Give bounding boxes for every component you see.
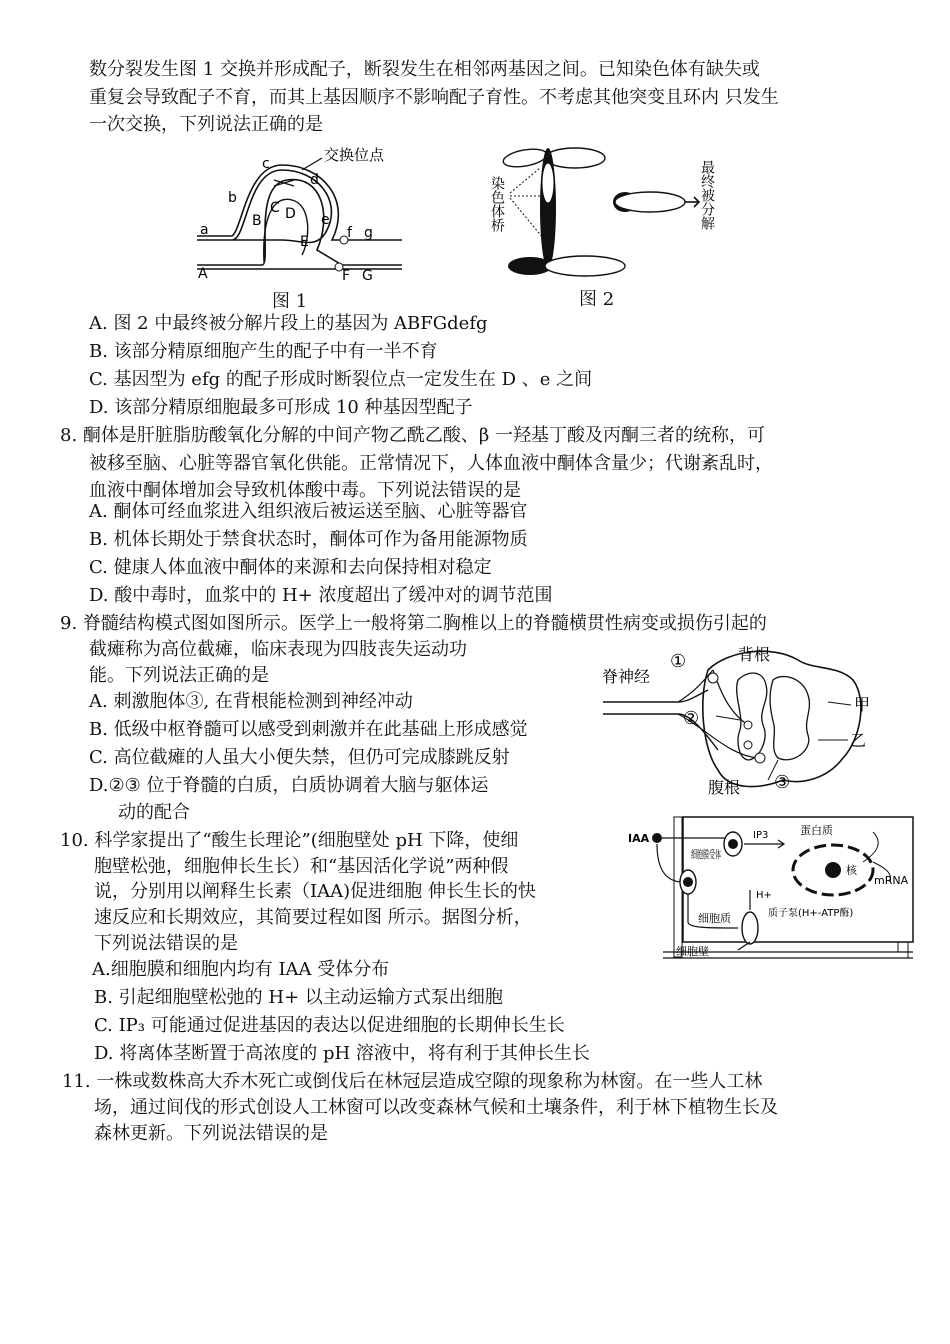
gene-label: a [200, 222, 209, 238]
q8-option-b: B. 机体长期处于禁食状态时，酮体可作为备用能源物质 [89, 529, 528, 550]
gene-label: e [321, 212, 330, 228]
h-plus-label: H+ [756, 890, 772, 901]
gene-label: b [228, 190, 237, 206]
q9-stem: 能。下列说法正确的是 [89, 665, 269, 686]
region-yi-label: 乙 [850, 731, 867, 750]
q10-stem: 说，分别用以阐释生长素（IAA)促进细胞 伸长生长的快 [94, 881, 536, 902]
q7-option-c: C. 基因型为 efg 的配子形成时断裂位点一定发生在 D 、e 之间 [89, 369, 593, 390]
q11-stem: 森林更新。下列说法错误的是 [94, 1123, 328, 1144]
q9-option-d: D.②③ 位于脊髓的白质，白质协调着大脑与躯体运 [89, 775, 489, 796]
region-jia-label: 甲 [854, 695, 871, 714]
q10-option-d: D. 将离体茎断置于高浓度的 pH 溶液中，将有利于其伸长生长 [94, 1043, 590, 1064]
q9-stem: 9. 脊髓结构模式图如图所示。医学上一般将第二胸椎以上的脊髓横贯性病变或损伤引起的 [60, 613, 767, 634]
q9-option-d-cont: 动的配合 [118, 802, 190, 823]
q10-stem: 10. 科学家提出了“酸生长理论”(细胞壁处 pH 下降，使细 [60, 830, 519, 851]
bridge-label: 染色体桥 [489, 176, 505, 232]
spinal-cord-diagram [598, 640, 883, 800]
nucleus-label: 核 [846, 864, 857, 877]
dorsal-root-label: 背根 [738, 645, 771, 664]
q10-stem: 下列说法错误的是 [94, 933, 238, 954]
gene-label: B [252, 213, 262, 229]
figure-2-caption: 图 2 [579, 289, 615, 310]
final-degraded-label: 最终被分解 [699, 160, 715, 230]
q8-option-c: C. 健康人体血液中酮体的来源和去向保持相对稳定 [89, 557, 492, 578]
gene-label: E [300, 234, 309, 250]
q10-option-a: A.细胞膜和细胞内均有 IAA 受体分布 [92, 959, 390, 980]
gene-label: F [342, 268, 351, 284]
q9-stem: 截瘫称为高位截瘫，临床表现为四肢丧失运动功 [89, 639, 467, 660]
cell-wall-label: 细胞壁 [676, 945, 709, 958]
intro-line: 重复会导致配子不育，而其上基因顺序不影响配子育性。不考虑其他突变且环内 只发生 [89, 87, 779, 108]
q7-option-b: B. 该部分精原细胞产生的配子中有一半不育 [89, 341, 438, 362]
q8-option-a: A. 酮体可经血浆进入组织液后被运送至脑、心脏等器官 [89, 501, 528, 522]
mrna-label: mRNA [874, 874, 909, 887]
gene-label: d [310, 172, 319, 188]
gene-label: c [262, 156, 270, 172]
q8-stem: 血液中酮体增加会导致机体酸中毒。下列说法错误的是 [89, 480, 521, 501]
exchange-site-label: 交换位点 [324, 146, 385, 164]
q8-stem: 8. 酮体是肝脏脂肪酸氧化分解的中间产物乙酰乙酸、β 一羟基丁酸及丙酮三者的统称，可 [60, 425, 766, 446]
gene-label: D [285, 206, 296, 222]
q9-option-b: B. 低级中枢脊髓可以感受到刺激并在此基础上形成感觉 [89, 719, 528, 740]
q11-stem: 场，通过间伐的形式创设人工林窗可以改变森林气候和土壤条件，利于林下植物生长及 [94, 1097, 778, 1118]
q10-stem: 胞壁松弛，细胞伸长生长）和“基因活化学说”两种假 [94, 856, 509, 877]
q7-option-a: A. 图 2 中最终被分解片段上的基因为 ABFGdefg [89, 313, 488, 334]
q10-option-b: B. 引起细胞壁松弛的 H+ 以主动运输方式泵出细胞 [94, 987, 503, 1008]
ip3-label: IP3 [753, 830, 769, 841]
iaa-label: IAA [628, 832, 650, 845]
q9-option-a: A. 刺激胞体③, 在背根能检测到神经冲动 [89, 691, 413, 712]
proton-pump-label: 质子泵(H+-ATP酶) [768, 908, 854, 919]
q8-stem: 被移至脑、心脏等器官氧化供能。正常情况下，人体血液中酮体含量少；代谢紊乱时， [89, 453, 773, 474]
gene-label: A [198, 266, 208, 282]
q11-stem: 11. 一株或数株高大乔木死亡或倒伐后在林冠层造成空隙的现象称为林窗。在一些人工林 [62, 1071, 763, 1092]
marker-2: ② [683, 708, 700, 729]
figure-1-crossover-diagram [192, 140, 407, 285]
cytoplasm-label: 细胞质 [698, 912, 731, 925]
q10-option-c: C. IP₃ 可能通过促进基因的表达以促进细胞的长期伸长生长 [94, 1015, 565, 1036]
protein-label: 蛋白质 [800, 824, 833, 837]
q7-option-d: D. 该部分精原细胞最多可形成 10 种基因型配子 [89, 397, 473, 418]
figure-1-caption: 图 1 [272, 291, 308, 312]
q10-stem: 速反应和长期效应，其简要过程如图 所示。据图分析， [94, 907, 532, 928]
membrane-receptor-label: 细胞膜受体 [691, 848, 746, 861]
ventral-root-label: 腹根 [708, 778, 741, 797]
spinal-nerve-label: 脊神经 [602, 667, 651, 686]
iaa-mechanism-diagram [628, 812, 918, 964]
gene-label: G [362, 268, 373, 284]
gene-label: g [364, 225, 373, 241]
q8-option-d: D. 酸中毒时，血浆中的 H+ 浓度超出了缓冲对的调节范围 [89, 585, 553, 606]
marker-1: ① [670, 651, 687, 672]
marker-3: ③ [774, 772, 791, 793]
intro-line: 数分裂发生图 1 交换并形成配子，断裂发生在相邻两基因之间。已知染色体有缺失或 [89, 59, 760, 80]
gene-label: C [270, 200, 280, 216]
figure-2-chromosome-bridge [485, 138, 725, 283]
gene-label: f [347, 225, 352, 241]
intro-line: 一次交换，下列说法正确的是 [89, 114, 323, 135]
q9-option-c: C. 高位截瘫的人虽大小便失禁，但仍可完成膝跳反射 [89, 747, 510, 768]
